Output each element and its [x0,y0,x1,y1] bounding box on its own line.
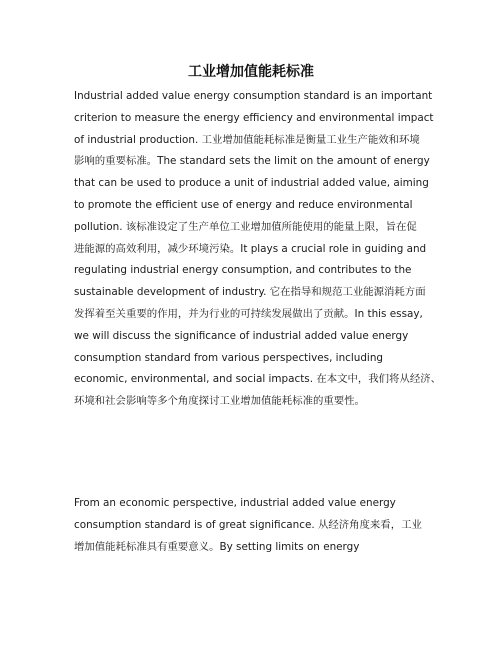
text-line: 进能源的高效利用，减少环境污染。It plays a crucial role in guiding and [74,242,427,255]
text-line: to promote the efficient use of energy and reduce environmental [74,198,413,211]
text-line: economic, environmental, and social impacts. 在本文中，我们将从经济、 [74,373,442,386]
text-line: 发挥着至关重要的作用，并为行业的可持续发展做出了贡献。In this essay, [74,307,423,320]
document-title: 工业增加值能耗标准 [188,64,314,80]
text-line: criterion to measure the energy efficiency and environmental impact [74,111,434,124]
text-line: 增加值能耗标准具有重要意义。By setting limits on energy [74,540,360,553]
text-line: consumption standard from various perspectives, including [74,351,384,364]
text-line: 环境和社会影响等多个角度探讨工业增加值能耗标准的重要性。 [74,395,365,408]
text-line: Industrial added value energy consumption standard is an important [74,90,433,102]
text-line: pollution. 该标准设定了生产单位工业增加值所能使用的能量上限，旨在促 [74,220,417,233]
paragraph-1 [74,86,442,413]
text-line: of industrial production. 工业增加值能耗标准是衡量工业生产能效和环境 [74,133,420,146]
text-line: regulating industrial energy consumption, and contributes to the [74,264,412,277]
text-line: From an economic perspective, industrial added value energy [74,497,396,509]
text-line: 影响的重要标准。The standard sets the limit on the amount of energy [74,155,430,168]
text-line: we will discuss the significance of industrial added value energy [74,329,409,342]
text-line: that can be used to produce a unit of industrial added value, aiming [74,177,429,190]
text-line: consumption standard is of great significance. 从经济角度来看，工业 [74,518,422,531]
paragraph-2 [74,493,436,558]
text-line: sustainable development of industry. 它在指导和规范工业能源消耗方面 [74,286,426,299]
